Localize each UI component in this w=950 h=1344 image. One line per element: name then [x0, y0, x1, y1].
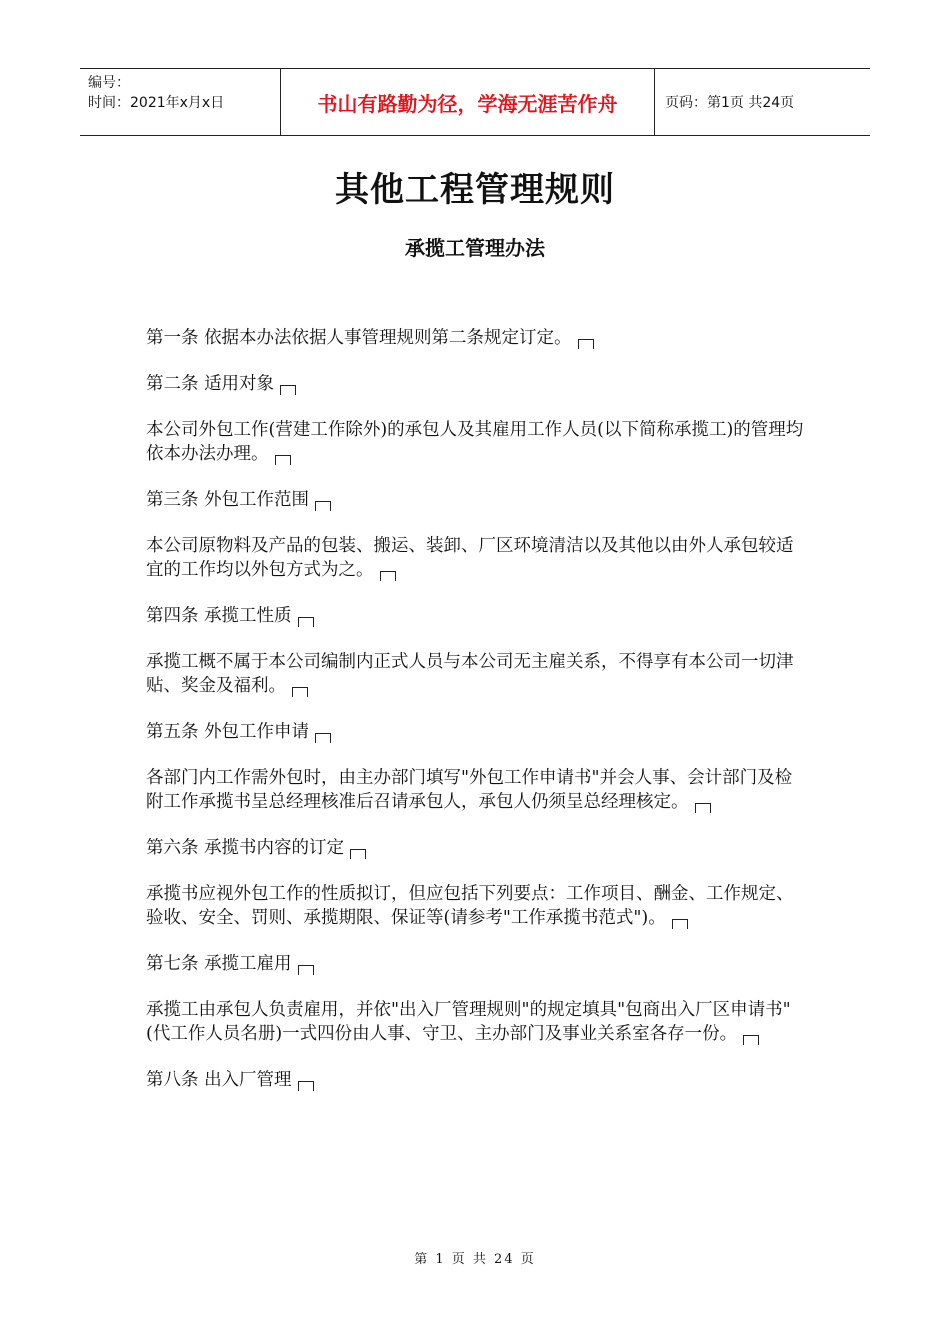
paragraph-mark-icon: [298, 965, 314, 975]
paragraph-mark-icon: [743, 1035, 759, 1045]
page-label: 页码：第1页 共24页: [665, 95, 795, 111]
paragraph-mark-icon: [695, 803, 711, 813]
paragraph: 本公司原物料及产品的包装、搬运、装卸、厂区环境清洁以及其他以由外人承包较适宜的工作均以外包方式为之。: [146, 536, 794, 580]
paragraph: 第六条 承揽书内容的订定: [146, 836, 808, 860]
paragraph-mark-icon: [315, 733, 331, 743]
paragraph: 承揽书应视外包工作的性质拟订，但应包括下列要点：工作项目、酬金、工作规定、验收、安全、罚则、承揽期限、保证等(请参考"工作承揽书范式")。: [146, 884, 794, 928]
paragraph-mark-icon: [280, 385, 296, 395]
paragraph: 第四条 承揽工性质: [146, 604, 808, 628]
paragraph: 第七条 承揽工雇用: [146, 952, 808, 976]
paragraph-mark-icon: [315, 501, 331, 511]
paragraph: 第二条 适用对象: [146, 372, 808, 396]
number-label: 编号：: [88, 75, 130, 91]
paragraph: 第五条 外包工作申请: [146, 720, 808, 744]
paragraph: 承揽工由承包人负责雇用，并依"出入厂管理规则"的规定填具"包商出入厂区申请书"(代工作人员名册)一式四份由人事、守卫、主办部门及事业关系室各存一份。: [146, 1000, 791, 1044]
header-table: [80, 68, 870, 136]
paragraph-mark-icon: [275, 455, 291, 465]
paragraph: 各部门内工作需外包时，由主办部门填写"外包工作申请书"并会人事、会计部门及检附工作承揽书呈总经理核准后召请承包人，承包人仍须呈总经理核定。: [146, 768, 793, 812]
paragraph: 第八条 出入厂管理: [146, 1068, 808, 1092]
time-label: 时间：2021年x月x日: [88, 95, 225, 111]
motto: 书山有路勤为径，学海无涯苦作舟: [281, 69, 655, 135]
page-subtitle: 承揽工管理办法: [405, 236, 545, 260]
page-title: 其他工程管理规则: [335, 170, 615, 210]
paragraph-mark-icon: [298, 1081, 314, 1091]
paragraph: 第三条 外包工作范围: [146, 488, 808, 512]
paragraph-mark-icon: [292, 687, 308, 697]
paragraph-mark-icon: [350, 849, 366, 859]
paragraph-mark-icon: [380, 571, 396, 581]
page-footer: 第 1 页 共 24 页: [414, 1252, 536, 1267]
paragraph-mark-icon: [672, 919, 688, 929]
paragraph-mark-icon: [298, 617, 314, 627]
header-meta: [80, 69, 281, 135]
paragraph: 本公司外包工作(营建工作除外)的承包人及其雇用工作人员(以下简称承揽工)的管理均依本办法办理。: [146, 420, 804, 464]
paragraph: 第一条 依据本办法依据人事管理规则第二条规定订定。: [146, 326, 808, 350]
paragraph: 承揽工概不属于本公司编制内正式人员与本公司无主雇关系，不得享有本公司一切津贴、奖金及福利。: [146, 652, 794, 696]
paragraph-mark-icon: [578, 339, 594, 349]
document-body: [146, 326, 808, 1114]
